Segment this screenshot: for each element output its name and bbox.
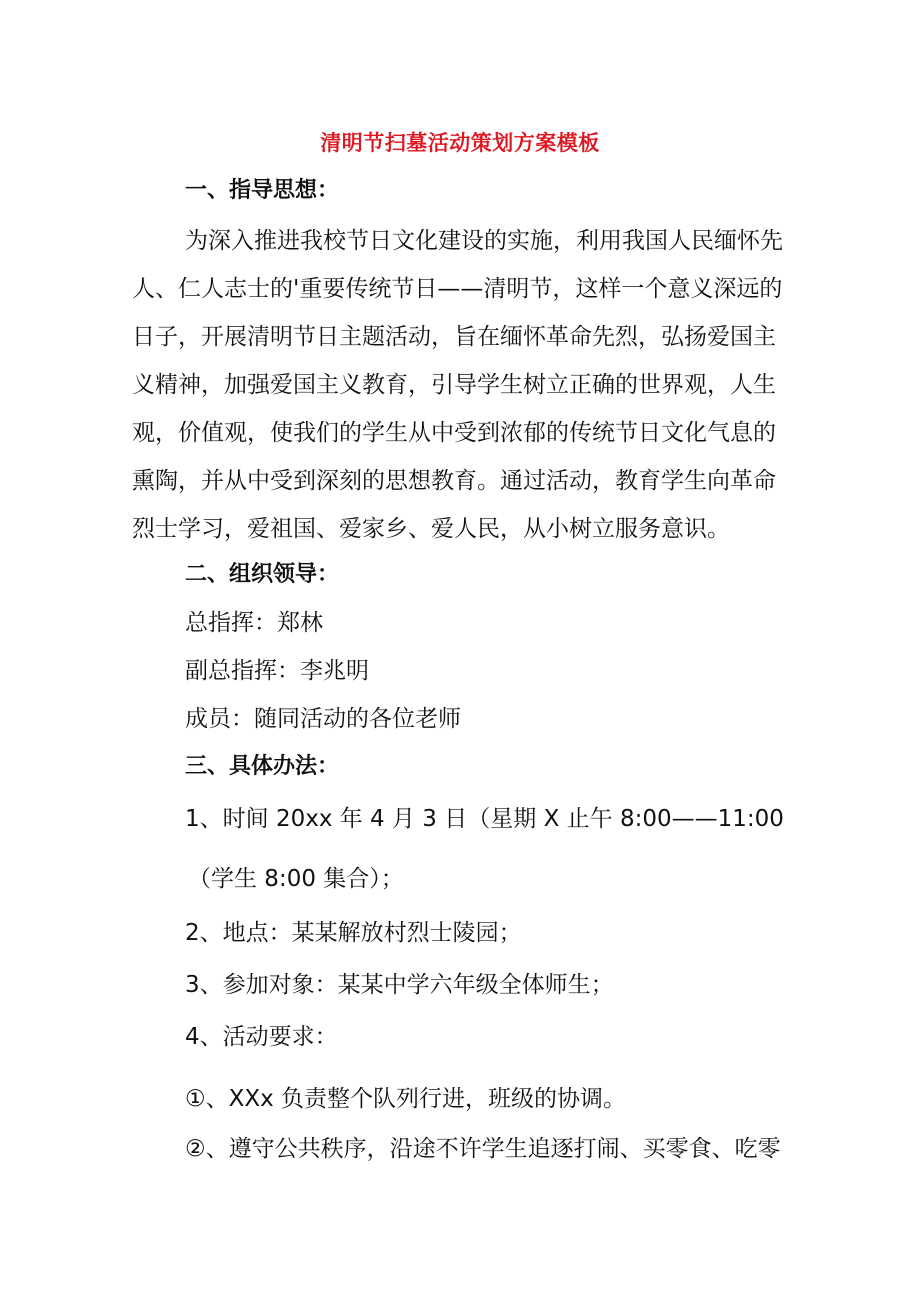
paragraph-line: 烈士学习，爱祖国、爱家乡、爱人民，从小树立服务意识。 [132, 516, 730, 542]
method-item: ②、遵守公共秩序，沿途不许学生追逐打闹、买零食、吃零 [185, 1136, 781, 1162]
section-heading-organization: 二、组织领导： [185, 562, 340, 587]
method-item: 3、参加对象：某某中学六年级全体师生； [185, 972, 614, 998]
section-heading-methods: 三、具体办法： [185, 754, 340, 779]
leader-item: 总指挥：郑林 [185, 610, 323, 636]
paragraph-line: 观，价值观，使我们的学生从中受到浓郁的传统节日文化气息的 [132, 420, 776, 446]
method-item: 2、地点：某某解放村烈士陵园； [185, 920, 522, 946]
method-item: 4、活动要求： [185, 1024, 338, 1050]
method-item: ①、XXx 负责整个队列行进，班级的协调。 [185, 1086, 627, 1112]
leader-item: 成员：随同活动的各位老师 [185, 706, 461, 732]
paragraph-line: 为深入推进我校节日文化建设的实施，利用我国人民缅怀先 [185, 228, 783, 254]
method-item: （学生 8:00 集合）； [188, 866, 404, 892]
paragraph-line: 义精神，加强爱国主义教育，引导学生树立正确的世界观，人生 [132, 372, 776, 398]
paragraph-line: 熏陶，并从中受到深刻的思想教育。通过活动，教育学生向革命 [132, 468, 776, 494]
paragraph-line: 日子，开展清明节日主题活动，旨在缅怀革命先烈，弘扬爱国主 [132, 324, 776, 350]
document-title: 清明节扫墓活动策划方案模板 [320, 131, 600, 155]
leader-item: 副总指挥：李兆明 [185, 658, 369, 684]
section-heading-guiding-ideology: 一、指导思想： [185, 178, 340, 203]
method-item: 1、时间 20xx 年 4 月 3 日（星期 X 止午 8:00——11:00 [185, 806, 784, 832]
paragraph-line: 人、仁人志士的'重要传统节日——清明节，这样一个意义深远的 [132, 276, 783, 302]
